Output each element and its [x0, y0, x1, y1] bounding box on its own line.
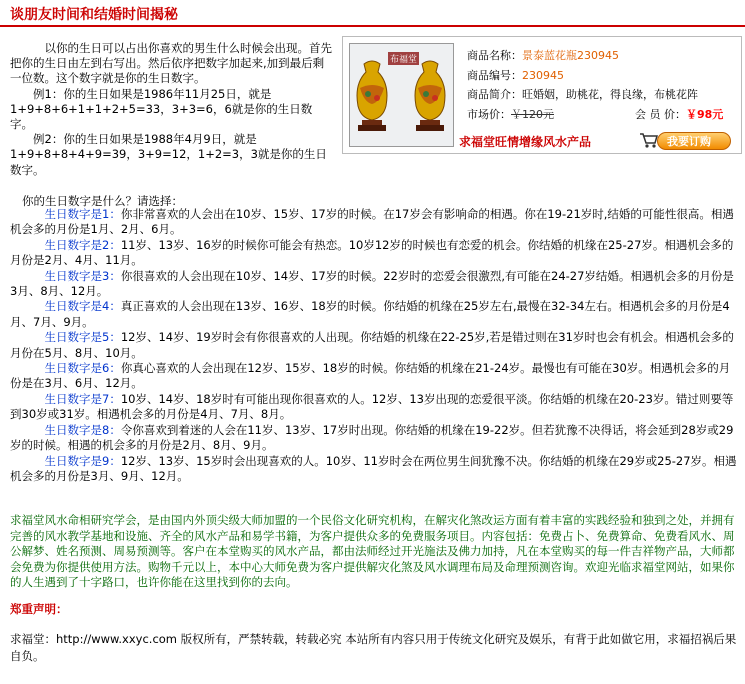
number-label: 生日数字是7：: [44, 391, 121, 406]
list-item: [10, 299, 740, 330]
number-text: 你真心喜欢的人会出现在12岁、15岁、18岁的时候。你结婚的机缘在21-24岁。最慢也有可能在30岁。相遇机会多的月份是在3月、6月、12月。: [10, 361, 731, 391]
number-label: 生日数字是4：: [44, 299, 121, 314]
number-label: 生日数字是5：: [44, 330, 121, 345]
product-image-watermark: 布福堂: [388, 52, 419, 65]
order-button[interactable]: [639, 130, 731, 150]
product-desc-label: 商品简介：: [467, 88, 522, 101]
number-label: 生日数字是3：: [44, 268, 121, 283]
list-item: [10, 330, 740, 361]
disclaimer-heading: 郑重声明：: [10, 602, 68, 616]
order-button-label: 我要订购: [667, 135, 711, 148]
list-item: [10, 454, 740, 485]
number-text: 12岁、14岁、19岁时会有你很喜欢的人出现。你结婚的机缘在22-25岁,若是错过则在31岁时也会有机会。相遇机会多的月份在5月、8月、10月。: [10, 330, 734, 360]
number-label: 生日数字是1：: [44, 207, 121, 221]
footer-text: 求福堂：http://www.xxyc.com 版权所有，严禁转载，转载必究 本站所有内容只用于传统文化研究及娱乐，有背于此如做它用，求福招祸后果自负。: [10, 632, 737, 663]
market-price-value: ￥120元: [511, 107, 554, 121]
number-label: 生日数字是9：: [44, 453, 121, 468]
product-info: [467, 46, 735, 124]
market-price-label: 市场价：: [467, 107, 511, 121]
company-introduction: [10, 513, 740, 591]
page-title: 谈朋友时间和结婚时间揭秘: [10, 7, 178, 23]
number-text: 12岁、13岁、15岁时会出现喜欢的人。10岁、11岁时会在两位男生间犹豫不决。你结婚的机缘在29岁或25-27岁。相遇机会多的月份是3月、9月、12月。: [10, 453, 737, 483]
list-item: [10, 207, 740, 238]
product-name-label: 商品名称：: [467, 49, 522, 62]
list-item: [10, 361, 740, 392]
title-divider: [0, 25, 745, 27]
product-card: [342, 36, 742, 154]
number-text: 你很喜欢的人会出现在10岁、14岁、17岁的时候。22岁时的恋爱会很激烈,有可能在24-27岁结婚。相遇机会多的月份是3月、8月、12月。: [10, 268, 734, 299]
product-name-value[interactable]: 景泰蓝花瓶230945: [522, 49, 619, 62]
intro-example-2: 例2：你的生日如果是1988年4月9日，就是1+9+8+8+4+9=39，3+9=12，1+2=3，3就是你的生日数字。: [10, 132, 327, 177]
product-promo-text: 求福堂旺情增缘风水产品: [459, 135, 592, 149]
number-text: 10岁、14岁、18岁时有可能出现你很喜欢的人。12岁、13岁出现的恋爱很平淡。你结婚的机缘在20-23岁。错过则要等到30岁或31岁。相遇机会多的月份是4月、7月、8月。: [10, 391, 734, 422]
company-text: 求福堂风水命相研究学会，是由国内外顶尖级大师加盟的一个民俗文化研究机构，在解灾化煞改运方面有着丰富的实践经验和独到之处，并拥有完善的风水教学基地和设施、齐全的风水产品和易学书籍，为客户提供众多的免费服务项目。内容包括：免费占卜、免费算命、免费看风水、周公解梦、姓名预测、周易预测等。客户在本堂购买的风水产品，都由法师经过开光施法及佛力加持，凡在本堂购买的每一件吉祥物产品，大师都会免费为你提供使用方法。购物千元以上，本中心大师免费为客户提供解灾化煞及风水调理布局及命理预测咨询。欢迎光临求福堂网站，如果你的人生遇到了十字路口，也许你能在这里找到你的去向。: [10, 513, 735, 590]
list-item: [10, 238, 740, 269]
footer-disclaimer: [10, 631, 740, 665]
question-text: 你的生日数字是什么？请选择：: [22, 194, 183, 208]
number-label: 生日数字是2：: [44, 237, 121, 252]
list-item: [10, 423, 740, 454]
product-desc-value: 旺婚姻，助桃花，得良缘，布桃花阵: [522, 88, 698, 101]
intro-example-1: 例1：你的生日如果是1986年11月25日，就是1+9+8+6+1+1+2+5=33，3+3=6，6就是你的生日数字。: [10, 86, 313, 132]
member-price-value: ￥98元: [686, 107, 724, 121]
number-label: 生日数字是6：: [44, 361, 121, 376]
list-item: [10, 392, 740, 423]
product-name-row: [467, 46, 735, 66]
number-text: 令你喜欢到着迷的人会在11岁、13岁、17岁时出现。你结婚的机缘在19-22岁。但若犹豫不决得话，将会延到28岁或29岁的时候。相遇的机会多的月份是2月、8月、9月。: [10, 422, 734, 453]
product-desc-row: [467, 85, 735, 105]
product-code-value: 230945: [522, 68, 564, 82]
number-text: 真正喜欢的人会出现在13岁、16岁、18岁的时候。你结婚的机缘在25岁左右,最慢在32-34左右。相遇机会多的月份是4月、7月、9月。: [10, 299, 730, 329]
member-price-label: 会 员 价：: [635, 107, 686, 121]
product-price-row: [467, 105, 735, 125]
product-image[interactable]: [349, 43, 454, 147]
product-code-row: [467, 66, 735, 86]
list-item: [10, 269, 740, 300]
number-text: 11岁、13岁、16岁的时候你可能会有热恋。10岁12岁的时候也有恋爱的机会。你结婚的机缘在25-27岁。相遇机会多的月份是2月、4月、11月。: [10, 237, 734, 268]
number-label: 生日数字是8：: [44, 422, 121, 437]
number-text: 你非常喜欢的人会出在10岁、15岁、17岁的时候。在17岁会有影响命的相遇。你在19-21岁时,结婚的可能性很高。相遇机会多的月份是1月、2月、6月。: [10, 207, 734, 237]
birthday-number-list: [10, 207, 740, 484]
product-code-label: 商品编号：: [467, 68, 522, 82]
intro-section: [10, 41, 332, 178]
intro-paragraph-1: 以你的生日可以占出你喜欢的男生什么时候会出现。首先把你的生日由左到右写出。然后依序把数字加起来,加到最后剩一位数。这个数字就是你的生日数字。: [10, 41, 332, 86]
cart-icon: [639, 131, 659, 149]
